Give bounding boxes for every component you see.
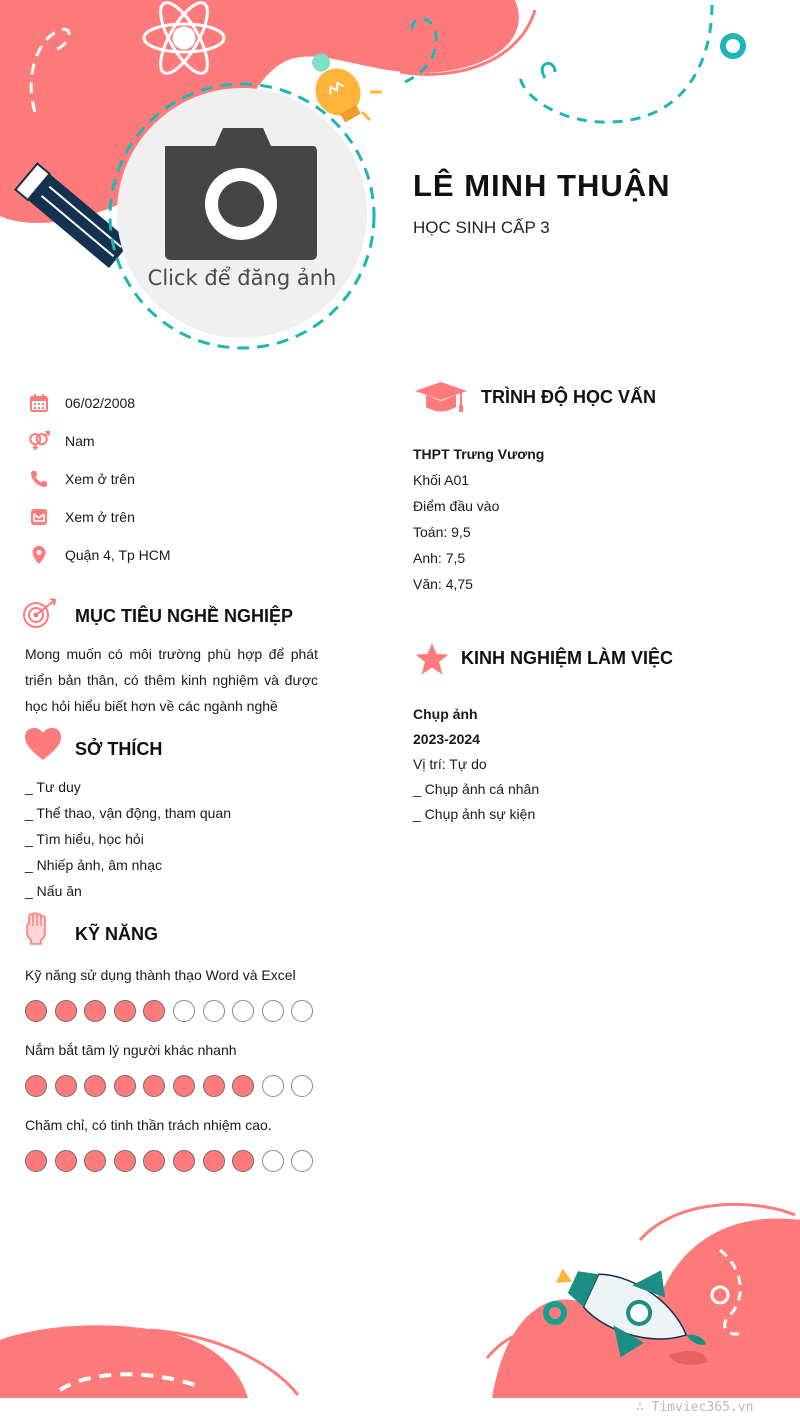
contact-email <box>28 498 348 536</box>
gender-text: Nam <box>65 433 95 449</box>
list-item: _ Nấu ăn <box>25 883 82 899</box>
heart-icon <box>24 727 62 761</box>
star-icon <box>414 642 450 676</box>
gender-icon <box>28 430 50 452</box>
rating-dot-filled <box>203 1075 225 1097</box>
skills-title: KỸ NĂNG <box>75 924 159 944</box>
objective-title: MỤC TIÊU NGHỀ NGHIỆP <box>75 606 294 626</box>
contact-address <box>28 536 348 574</box>
address-text: Quận 4, Tp HCM <box>65 547 171 563</box>
location-pin-icon <box>28 544 50 566</box>
skill-name: Kỹ năng sử dụng thành thạo Word và Excel <box>25 967 296 983</box>
skill-item <box>25 1036 325 1097</box>
birthday-text: 06/02/2008 <box>65 395 136 411</box>
skill-item <box>25 1111 325 1172</box>
rating-dot-filled <box>232 1150 254 1172</box>
calendar-icon <box>28 392 50 414</box>
education-title: TRÌNH ĐỘ HỌC VẤN <box>481 387 656 407</box>
rating-dot-filled <box>232 1075 254 1097</box>
phone-icon <box>28 468 50 490</box>
rating-dot-filled <box>173 1150 195 1172</box>
objective-text: Mong muốn có môi trường phù hợp để phát triển bản thân, có thêm kinh nghiệm và được học hỏi hiểu biết hơn về các ngành nghề <box>25 646 318 714</box>
skill-rating <box>25 1075 325 1097</box>
experience-title: KINH NGHIỆM LÀM VIỆC <box>461 648 674 668</box>
experience-line: _ Chụp ảnh cá nhân <box>413 781 540 797</box>
rating-dot-empty <box>262 1075 284 1097</box>
rating-dot-empty <box>203 1000 225 1022</box>
job-period: 2023-2024 <box>413 731 480 747</box>
skill-name: Chăm chỉ, có tinh thần trách nhiệm cao. <box>25 1117 272 1133</box>
list-item: _ Tìm hiểu, học hỏi <box>25 831 144 847</box>
education-line: Toán: 9,5 <box>413 524 471 540</box>
footer-decoration <box>0 1190 800 1400</box>
skill-name: Nắm bắt tâm lý người khác nhanh <box>25 1042 237 1058</box>
list-item: _ Nhiếp ảnh, âm nhạc <box>25 857 162 873</box>
rating-dot-filled <box>114 1150 136 1172</box>
skills-list <box>25 961 325 1186</box>
rating-dot-filled <box>143 1075 165 1097</box>
watermark: ∴ Timviec365.vn <box>636 1400 754 1415</box>
rating-dot-filled <box>55 1150 77 1172</box>
rating-dot-filled <box>55 1075 77 1097</box>
rating-dot-filled <box>143 1000 165 1022</box>
rating-dot-empty <box>291 1150 313 1172</box>
contact-gender <box>28 422 348 460</box>
rating-dot-empty <box>232 1000 254 1022</box>
rating-dot-filled <box>203 1150 225 1172</box>
profile-photo-upload[interactable] <box>117 88 367 338</box>
education-details <box>413 441 773 597</box>
hobbies-list <box>25 774 325 904</box>
contact-phone <box>28 460 348 498</box>
education-line: Điểm đầu vào <box>413 498 500 514</box>
rating-dot-filled <box>114 1000 136 1022</box>
rating-dot-filled <box>25 1000 47 1022</box>
photo-upload-label: Click để đăng ảnh <box>147 266 337 290</box>
rating-dot-filled <box>173 1075 195 1097</box>
education-line: Anh: 7,5 <box>413 550 466 566</box>
contact-info <box>28 384 348 574</box>
experience-details <box>413 702 773 827</box>
rating-dot-filled <box>114 1075 136 1097</box>
rating-dot-empty <box>262 1150 284 1172</box>
phone-text: Xem ở trên <box>65 471 135 487</box>
rating-dot-filled <box>25 1150 47 1172</box>
education-line: Văn: 4,75 <box>413 576 473 592</box>
experience-line: Vị trí: Tự do <box>413 756 487 772</box>
graduation-cap-icon <box>413 380 469 416</box>
rating-dot-empty <box>173 1000 195 1022</box>
skill-rating <box>25 1000 325 1022</box>
rating-dot-filled <box>55 1000 77 1022</box>
school-name: THPT Trưng Vương <box>413 446 545 462</box>
rating-dot-filled <box>84 1000 106 1022</box>
rating-dot-filled <box>143 1150 165 1172</box>
rating-dot-filled <box>84 1075 106 1097</box>
target-icon <box>22 597 60 629</box>
rating-dot-filled <box>25 1075 47 1097</box>
skill-item <box>25 961 325 1022</box>
camera-icon <box>117 88 367 338</box>
rating-dot-empty <box>291 1000 313 1022</box>
skill-rating <box>25 1150 325 1172</box>
job-title: HỌC SINH CẤP 3 <box>413 218 550 237</box>
contact-birthday <box>28 384 348 422</box>
rating-dot-empty <box>291 1075 313 1097</box>
rating-dot-empty <box>262 1000 284 1022</box>
list-item: _ Tư duy <box>25 779 81 795</box>
job-name: Chụp ảnh <box>413 706 478 722</box>
experience-line: _ Chụp ảnh sự kiện <box>413 806 536 822</box>
email-text: Xem ở trên <box>65 509 135 525</box>
hobbies-title: SỞ THÍCH <box>75 739 163 759</box>
email-icon <box>28 506 50 528</box>
rating-dot-filled <box>84 1150 106 1172</box>
hand-icon <box>24 912 48 946</box>
full-name: LÊ MINH THUẬN <box>413 168 671 203</box>
education-line: Khối A01 <box>413 472 470 488</box>
list-item: _ Thể thao, vận động, tham quan <box>25 805 232 821</box>
